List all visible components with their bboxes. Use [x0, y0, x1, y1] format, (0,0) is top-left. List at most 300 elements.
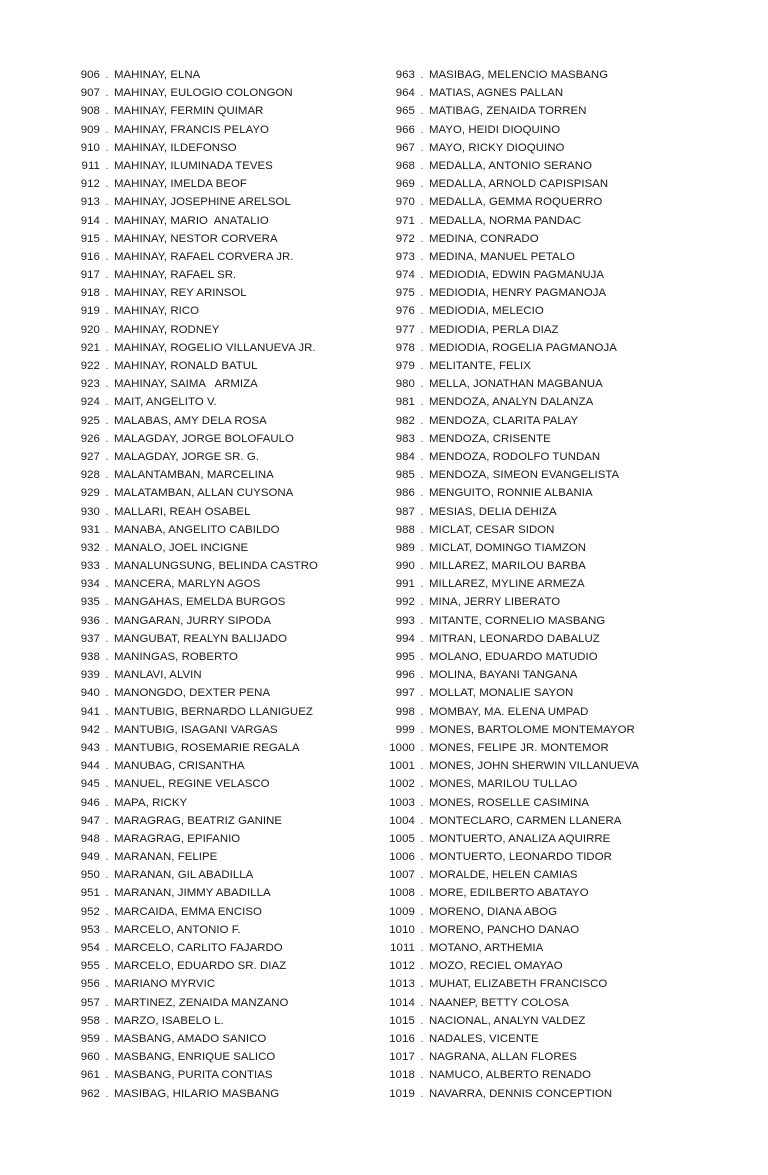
list-item-number: 948	[80, 832, 100, 845]
list-item-name: MONES, MARILOU TULLAO	[429, 778, 578, 791]
list-item-separator: .	[105, 232, 109, 245]
list-item-number: 980	[395, 378, 415, 391]
list-item-name: MARANAN, JIMMY ABADILLA	[114, 887, 271, 900]
list-item-separator: .	[105, 69, 109, 81]
list-item-number: 921	[80, 341, 100, 354]
list-item-number: 934	[80, 578, 100, 591]
list-item-separator: .	[105, 378, 109, 391]
list-item	[375, 884, 690, 902]
list-item-separator: .	[105, 1014, 109, 1027]
list-item-number: 978	[395, 341, 415, 354]
list-item-name: MANLAVI, ALVIN	[114, 669, 202, 682]
list-item	[60, 703, 375, 721]
list-item-separator: .	[105, 1051, 109, 1064]
list-item-number: 936	[80, 614, 100, 627]
list-item-name: MANINGAS, ROBERTO	[114, 651, 238, 663]
list-item	[375, 721, 690, 739]
list-item	[375, 412, 690, 430]
list-item-name: MASBANG, ENRIQUE SALICO	[114, 1051, 276, 1064]
list-item-separator: .	[105, 905, 109, 918]
list-item	[60, 212, 375, 230]
list-item	[375, 848, 690, 866]
list-item	[60, 975, 375, 993]
list-item-number: 1010	[389, 923, 415, 936]
list-item-separator: .	[420, 159, 424, 172]
list-item-separator: .	[420, 341, 424, 354]
list-item-name: MANONGDO, DEXTER PENA	[114, 687, 271, 700]
list-item-name: MARIANO MYRVIC	[114, 978, 216, 991]
list-item-number: 941	[80, 705, 100, 718]
list-item-separator: .	[420, 87, 424, 100]
name-list-column-left	[60, 66, 375, 1103]
list-item-separator: .	[105, 396, 109, 409]
list-item	[375, 957, 690, 975]
list-item	[375, 939, 690, 957]
list-item-number: 970	[395, 196, 415, 209]
list-item-name: MEDIODIA, ROGELIA PAGMANOJA	[429, 341, 617, 354]
list-item-separator: .	[420, 832, 424, 845]
list-item-name: MANGAHAS, EMELDA BURGOS	[114, 596, 286, 609]
list-item	[375, 812, 690, 830]
list-item	[60, 539, 375, 557]
list-item-name: MORENO, PANCHO DANAO	[429, 923, 580, 936]
list-item-separator: .	[105, 159, 109, 172]
list-item	[60, 1012, 375, 1030]
list-item-separator: .	[105, 851, 109, 864]
list-item-name: MEDALLA, ANTONIO SERANO	[429, 159, 592, 172]
list-item-name: MILLAREZ, MARILOU BARBA	[429, 560, 586, 573]
list-item-name: MARTINEZ, ZENAIDA MANZANO	[114, 996, 289, 1009]
list-item	[375, 975, 690, 993]
list-item-name: MONTUERTO, ANALIZA AQUIRRE	[429, 832, 611, 845]
list-item	[375, 484, 690, 502]
list-item-name: MARCAIDA, EMMA ENCISO	[114, 905, 262, 918]
list-item-number: 1003	[389, 796, 415, 809]
list-item-separator: .	[420, 723, 424, 736]
list-item-number: 927	[80, 450, 100, 463]
list-item-separator: .	[420, 614, 424, 627]
list-item-separator: .	[105, 760, 109, 773]
list-item-separator: .	[420, 305, 424, 318]
list-item-separator: .	[420, 814, 424, 827]
list-item-separator: .	[420, 269, 424, 282]
list-item	[375, 830, 690, 848]
list-item-number: 918	[80, 287, 100, 300]
list-item	[60, 1066, 375, 1084]
list-item-separator: .	[105, 1087, 109, 1100]
list-item-name: MONES, BARTOLOME MONTEMAYOR	[429, 723, 635, 736]
list-item-name: MAYO, RICKY DIOQUINO	[429, 141, 565, 154]
list-item-number: 976	[395, 305, 415, 318]
list-item-name: MEDIODIA, HENRY PAGMANOJA	[429, 287, 607, 300]
list-item-number: 953	[80, 923, 100, 936]
list-item-separator: .	[105, 741, 109, 754]
list-item	[60, 794, 375, 812]
list-item	[375, 739, 690, 757]
list-item-number: 950	[80, 869, 100, 882]
list-item-separator: .	[105, 832, 109, 845]
list-item	[60, 957, 375, 975]
list-item-name: MAHINAY, REY ARINSOL	[114, 287, 247, 300]
list-item-separator: .	[105, 196, 109, 209]
list-item	[60, 775, 375, 793]
list-item-separator: .	[420, 414, 424, 427]
list-item	[375, 994, 690, 1012]
list-item	[60, 448, 375, 466]
list-item-separator: .	[105, 487, 109, 500]
list-item-name: MANUEL, REGINE VELASCO	[114, 778, 270, 791]
list-item-name: MENDOZA, CLARITA PALAY	[429, 414, 579, 427]
list-item-number: 923	[80, 378, 100, 391]
list-item-separator: .	[105, 341, 109, 354]
list-item-name: MELLA, JONATHAN MAGBANUA	[429, 378, 603, 391]
list-item-number: 963	[395, 69, 415, 81]
list-item-separator: .	[420, 141, 424, 154]
list-item	[60, 266, 375, 284]
list-item-separator: .	[105, 141, 109, 154]
list-item-number: 974	[395, 269, 415, 282]
list-item-name: MASIBAG, HILARIO MASBANG	[114, 1087, 280, 1100]
list-item-name: MONES, FELIPE JR. MONTEMOR	[429, 741, 609, 754]
list-item	[60, 575, 375, 593]
list-item-number: 906	[80, 69, 100, 81]
list-item-separator: .	[105, 651, 109, 663]
list-item-separator: .	[420, 69, 424, 81]
list-item	[60, 503, 375, 521]
list-item-number: 940	[80, 687, 100, 700]
list-item-separator: .	[105, 669, 109, 682]
list-item-name: MEDALLA, NORMA PANDAC	[429, 214, 582, 227]
list-item-name: MUHAT, ELIZABETH FRANCISCO	[429, 978, 608, 991]
list-item-name: MANUBAG, CRISANTHA	[114, 760, 245, 773]
list-item-separator: .	[105, 323, 109, 336]
list-item	[375, 230, 690, 248]
list-item-number: 933	[80, 560, 100, 573]
list-item-separator: .	[105, 560, 109, 573]
list-item-number: 929	[80, 487, 100, 500]
list-item-name: MAYO, HEIDI DIOQUINO	[429, 123, 561, 136]
list-item-separator: .	[420, 287, 424, 300]
list-item	[60, 684, 375, 702]
list-item	[375, 375, 690, 393]
list-item-name: MENGUITO, RONNIE ALBANIA	[429, 487, 593, 500]
list-item-number: 985	[395, 469, 415, 482]
list-item-separator: .	[420, 232, 424, 245]
list-item	[60, 248, 375, 266]
list-item-name: MEDALLA, ARNOLD CAPISPISAN	[429, 178, 609, 191]
list-item	[375, 648, 690, 666]
list-item-separator: .	[105, 614, 109, 627]
list-item-name: MANTUBIG, ISAGANI VARGAS	[114, 723, 278, 736]
list-item-name: MAHINAY, SAIMA ARMIZA	[114, 378, 258, 391]
list-item-number: 1017	[389, 1051, 415, 1064]
list-item-number: 943	[80, 741, 100, 754]
list-item-separator: .	[420, 487, 424, 500]
list-item	[375, 466, 690, 484]
list-item	[375, 193, 690, 211]
list-item-number: 1014	[389, 996, 415, 1009]
list-item	[375, 1048, 690, 1066]
list-item-name: MARCELO, ANTONIO F.	[114, 923, 241, 936]
list-item-number: 937	[80, 632, 100, 645]
list-item-separator: .	[420, 196, 424, 209]
list-item-name: NADALES, VICENTE	[429, 1032, 539, 1045]
list-item	[60, 721, 375, 739]
list-item-separator: .	[105, 578, 109, 591]
list-item	[60, 739, 375, 757]
list-item-separator: .	[105, 469, 109, 482]
list-item-name: MOLLAT, MONALIE SAYON	[429, 687, 574, 700]
list-item-name: MASIBAG, MELENCIO MASBANG	[429, 69, 609, 81]
list-item-separator: .	[420, 450, 424, 463]
list-item	[60, 1048, 375, 1066]
list-item-name: MANABA, ANGELITO CABILDO	[114, 523, 280, 536]
list-item-number: 955	[80, 960, 100, 973]
list-item-number: 1006	[389, 851, 415, 864]
list-item-number: 920	[80, 323, 100, 336]
list-item-number: 1009	[389, 905, 415, 918]
list-item-number: 938	[80, 651, 100, 663]
list-item-name: MEDIODIA, EDWIN PAGMANUJA	[429, 269, 605, 282]
list-item-number: 913	[80, 196, 100, 209]
list-item-name: NAVARRA, DENNIS CONCEPTION	[429, 1087, 613, 1100]
list-item-number: 999	[395, 723, 415, 736]
list-item-name: MANGUBAT, REALYN BALIJADO	[114, 632, 287, 645]
list-item-number: 984	[395, 450, 415, 463]
list-item-number: 954	[80, 942, 100, 954]
list-item-name: MONTUERTO, LEONARDO TIDOR	[429, 851, 612, 864]
list-item-name: MASBANG, PURITA CONTIAS	[114, 1069, 273, 1082]
list-item	[60, 648, 375, 666]
list-item-number: 1019	[389, 1087, 415, 1100]
list-item-number: 958	[80, 1014, 100, 1027]
list-item	[60, 175, 375, 193]
list-item-separator: .	[420, 887, 424, 900]
list-item-name: MALATAMBAN, ALLAN CUYSONA	[114, 487, 294, 500]
list-item-separator: .	[420, 378, 424, 391]
list-item-name: MANTUBIG, BERNARDO LLANIGUEZ	[114, 705, 313, 718]
list-item-separator: .	[105, 505, 109, 518]
list-item	[375, 212, 690, 230]
list-item	[60, 284, 375, 302]
list-item-name: MENDOZA, SIMEON EVANGELISTA	[429, 469, 620, 482]
list-item-separator: .	[420, 105, 424, 118]
list-item-name: MALABAS, AMY DELA ROSA	[114, 414, 267, 427]
list-item-name: MESIAS, DELIA DEHIZA	[429, 505, 557, 518]
list-item-number: 969	[395, 178, 415, 191]
list-item-number: 1012	[389, 960, 415, 973]
list-item	[375, 757, 690, 775]
list-item-name: MAIT, ANGELITO V.	[114, 396, 217, 409]
list-item-number: 930	[80, 505, 100, 518]
list-item-name: MICLAT, CESAR SIDON	[429, 523, 555, 536]
list-item-separator: .	[420, 632, 424, 645]
list-item-name: MENDOZA, RODOLFO TUNDAN	[429, 450, 601, 463]
list-item	[60, 1030, 375, 1048]
list-item-separator: .	[420, 687, 424, 700]
list-item-separator: .	[420, 978, 424, 991]
list-item-number: 979	[395, 360, 415, 372]
list-item-number: 992	[395, 596, 415, 609]
list-item-name: MONES, JOHN SHERWIN VILLANUEVA	[429, 760, 639, 773]
list-item-separator: .	[105, 414, 109, 427]
list-item	[60, 884, 375, 902]
list-item-number: 966	[395, 123, 415, 136]
list-item-separator: .	[420, 396, 424, 409]
list-item-number: 952	[80, 905, 100, 918]
list-item-number: 987	[395, 505, 415, 518]
list-item-number: 917	[80, 269, 100, 282]
list-item	[60, 830, 375, 848]
list-item-name: MITANTE, CORNELIO MASBANG	[429, 614, 606, 627]
list-item-number: 962	[80, 1087, 100, 1100]
list-item-name: MOTANO, ARTHEMIA	[429, 942, 544, 954]
list-item-name: NACIONAL, ANALYN VALDEZ	[429, 1014, 586, 1027]
list-item-separator: .	[420, 905, 424, 918]
list-item-separator: .	[420, 541, 424, 554]
list-item-number: 916	[80, 250, 100, 263]
list-item-separator: .	[420, 996, 424, 1009]
list-item-separator: .	[420, 1014, 424, 1027]
list-item	[60, 84, 375, 102]
list-item-number: 1000	[389, 741, 415, 754]
list-item-separator: .	[420, 178, 424, 191]
list-item-separator: .	[105, 250, 109, 263]
list-item-separator: .	[420, 596, 424, 609]
list-item-separator: .	[420, 214, 424, 227]
list-item-number: 1001	[389, 760, 415, 773]
list-item-number: 946	[80, 796, 100, 809]
list-item-separator: .	[105, 214, 109, 227]
list-item-number: 981	[395, 396, 415, 409]
list-item-name: MAHINAY, RAFAEL CORVERA JR.	[114, 250, 294, 263]
list-item-separator: .	[420, 960, 424, 973]
list-item-name: MOMBAY, MA. ELENA UMPAD	[429, 705, 589, 718]
list-item	[60, 848, 375, 866]
list-item	[375, 794, 690, 812]
list-item	[375, 266, 690, 284]
list-item-name: MAHINAY, ILDEFONSO	[114, 141, 237, 154]
list-item	[375, 1066, 690, 1084]
list-item-name: MALAGDAY, JORGE BOLOFAULO	[114, 432, 294, 445]
list-item-separator: .	[420, 1069, 424, 1082]
list-item	[60, 102, 375, 120]
list-item-name: MALAGDAY, JORGE SR. G.	[114, 450, 259, 463]
list-item-separator: .	[105, 87, 109, 100]
list-item-name: MEDIODIA, MELECIO	[429, 305, 544, 318]
list-item-number: 975	[395, 287, 415, 300]
list-item	[375, 903, 690, 921]
list-item	[375, 1030, 690, 1048]
list-item-number: 959	[80, 1032, 100, 1045]
list-item-number: 1018	[389, 1069, 415, 1082]
list-item-separator: .	[105, 887, 109, 900]
list-item-number: 986	[395, 487, 415, 500]
list-item-number: 1004	[389, 814, 415, 827]
list-item	[60, 393, 375, 411]
list-item	[375, 321, 690, 339]
list-item-number: 1002	[389, 778, 415, 791]
list-item-name: NAMUCO, ALBERTO RENADO	[429, 1069, 592, 1082]
list-item-separator: .	[105, 869, 109, 882]
list-item	[375, 612, 690, 630]
list-item-number: 925	[80, 414, 100, 427]
list-item-number: 932	[80, 541, 100, 554]
list-item	[60, 921, 375, 939]
list-item	[375, 866, 690, 884]
list-item-name: MONTECLARO, CARMEN LLANERA	[429, 814, 622, 827]
list-item-name: MEDALLA, GEMMA ROQUERRO	[429, 196, 603, 209]
list-item-separator: .	[105, 960, 109, 973]
list-item-separator: .	[420, 942, 424, 954]
list-item-separator: .	[105, 778, 109, 791]
list-item	[375, 121, 690, 139]
list-item	[60, 666, 375, 684]
list-item-name: MENDOZA, CRISENTE	[429, 432, 551, 445]
list-item-separator: .	[420, 778, 424, 791]
list-item	[375, 357, 690, 375]
list-item-name: MATIAS, AGNES PALLAN	[429, 87, 564, 100]
list-item-separator: .	[420, 705, 424, 718]
list-item	[60, 521, 375, 539]
list-item-number: 908	[80, 105, 100, 118]
list-item-name: MALLARI, REAH OSABEL	[114, 505, 251, 518]
list-item	[60, 557, 375, 575]
list-item-separator: .	[105, 541, 109, 554]
list-item-number: 951	[80, 887, 100, 900]
list-item-name: MILLAREZ, MYLINE ARMEZA	[429, 578, 585, 591]
list-item-name: MANGARAN, JURRY SIPODA	[114, 614, 272, 627]
list-item	[60, 484, 375, 502]
list-item-separator: .	[105, 1032, 109, 1045]
list-item	[60, 375, 375, 393]
list-item-number: 919	[80, 305, 100, 318]
list-item-name: MORALDE, HELEN CAMIAS	[429, 869, 578, 882]
list-item-number: 998	[395, 705, 415, 718]
list-item-number: 956	[80, 978, 100, 991]
list-item-separator: .	[105, 942, 109, 954]
list-item-separator: .	[420, 1032, 424, 1045]
list-item-name: NAGRANA, ALLAN FLORES	[429, 1051, 577, 1064]
list-item-name: MOZO, RECIEL OMAYAO	[429, 960, 563, 973]
list-item-separator: .	[420, 360, 424, 372]
list-item-separator: .	[420, 796, 424, 809]
list-item	[60, 430, 375, 448]
list-item-separator: .	[105, 687, 109, 700]
list-item-separator: .	[105, 269, 109, 282]
list-item-separator: .	[105, 814, 109, 827]
list-item-name: MONES, ROSELLE CASIMINA	[429, 796, 590, 809]
list-item	[375, 175, 690, 193]
list-item	[60, 139, 375, 157]
list-item-name: MAHINAY, EULOGIO COLONGON	[114, 87, 293, 100]
list-item-number: 947	[80, 814, 100, 827]
list-item	[60, 321, 375, 339]
list-item-name: MARCELO, CARLITO FAJARDO	[114, 942, 283, 954]
list-item-name: MAHINAY, IMELDA BEOF	[114, 178, 247, 191]
list-item-separator: .	[105, 596, 109, 609]
list-item-name: MEDIODIA, PERLA DIAZ	[429, 323, 559, 336]
list-item	[60, 812, 375, 830]
list-item	[375, 139, 690, 157]
list-item-number: 973	[395, 250, 415, 263]
list-item	[375, 284, 690, 302]
list-item	[375, 1085, 690, 1103]
list-item-name: MAHINAY, NESTOR CORVERA	[114, 232, 278, 245]
list-item-name: MANALUNGSUNG, BELINDA CASTRO	[114, 560, 318, 573]
list-item-number: 924	[80, 396, 100, 409]
list-item-number: 972	[395, 232, 415, 245]
